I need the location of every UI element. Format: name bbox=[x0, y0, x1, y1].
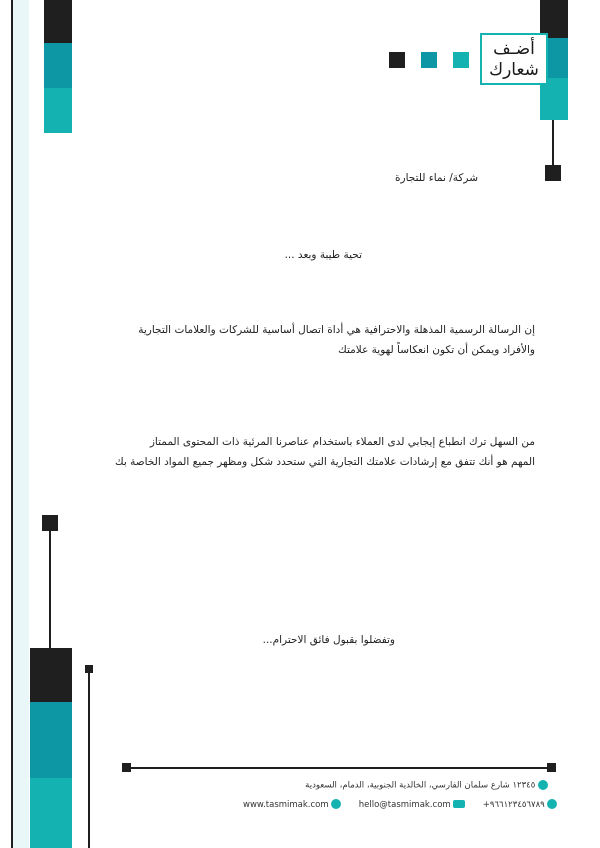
footer-website-group bbox=[243, 800, 344, 810]
bottom-left-thin-vline bbox=[88, 672, 90, 848]
paragraph-2 bbox=[75, 432, 535, 472]
paragraph-2-line-2: المهم هو أنك تتفق مع إرشادات علامتك التجارية التي ستحدد شكل ومظهر جميع المواد الخاصة بك bbox=[114, 456, 535, 468]
paragraph-2-line-1: من السهل ترك انطباع إيجابي لدى العملاء باستخدام عناصرنا المرئية ذات المحتوى الممتاز bbox=[149, 436, 535, 448]
footer-website[interactable]: www.tasmimak.com bbox=[243, 799, 329, 810]
logo-square-cyan bbox=[453, 52, 469, 68]
logo-line-1: أضـف bbox=[493, 39, 535, 59]
company-name: شركة/ نماء للتجارة bbox=[395, 172, 478, 184]
bottom-left-block-cyan bbox=[30, 778, 72, 848]
footer-phone: +٩٦٦١٢٣٤٥٦٧٨٩ bbox=[482, 799, 545, 810]
logo-placeholder bbox=[480, 33, 548, 85]
paragraph-1 bbox=[75, 320, 535, 360]
footer-email-group bbox=[359, 800, 468, 810]
top-left-block-teal bbox=[44, 43, 72, 88]
location-icon bbox=[538, 780, 548, 790]
email-icon bbox=[453, 800, 465, 808]
top-left-block-cyan bbox=[44, 88, 72, 133]
bottom-left-square bbox=[42, 515, 58, 531]
bottom-left-small-square bbox=[85, 665, 93, 673]
bottom-left-vline bbox=[49, 525, 51, 650]
footer-address-row bbox=[305, 780, 548, 791]
footer-address: ١٢٣٤٥ شارع سلمان الفارسي، الخالدية الجنوبية، الدمام، السعودية bbox=[305, 780, 536, 791]
footer-line-left-square bbox=[122, 763, 131, 772]
globe-icon bbox=[331, 799, 341, 809]
footer-email[interactable]: hello@tasmimak.com bbox=[358, 799, 451, 810]
logo-square-teal bbox=[421, 52, 437, 68]
logo-line-2: شعارك bbox=[489, 60, 539, 80]
top-left-block-dark bbox=[44, 0, 72, 43]
phone-icon bbox=[547, 799, 557, 809]
bottom-left-block-teal bbox=[30, 702, 72, 778]
greeting: تحية طيبة وبعد ... bbox=[284, 249, 362, 261]
bottom-left-block-dark bbox=[30, 648, 72, 702]
closing: وتفضلوا بقبول فائق الاحترام... bbox=[262, 634, 395, 646]
logo-square-dark bbox=[389, 52, 405, 68]
top-right-square bbox=[545, 165, 561, 181]
footer-line bbox=[128, 767, 552, 769]
footer-line-right-square bbox=[547, 763, 556, 772]
left-edge-accent bbox=[13, 0, 29, 848]
paragraph-1-line-1: إن الرسالة الرسمية المذهلة والاحترافية هي أداة اتصال أساسية للشركات والعلامات التجارية bbox=[138, 324, 535, 336]
footer-phone-group bbox=[483, 800, 558, 810]
paragraph-1-line-2: والأفراد ويمكن أن تكون انعكاساً لهوية علامتك bbox=[338, 344, 535, 356]
footer-contact-row bbox=[243, 799, 548, 810]
